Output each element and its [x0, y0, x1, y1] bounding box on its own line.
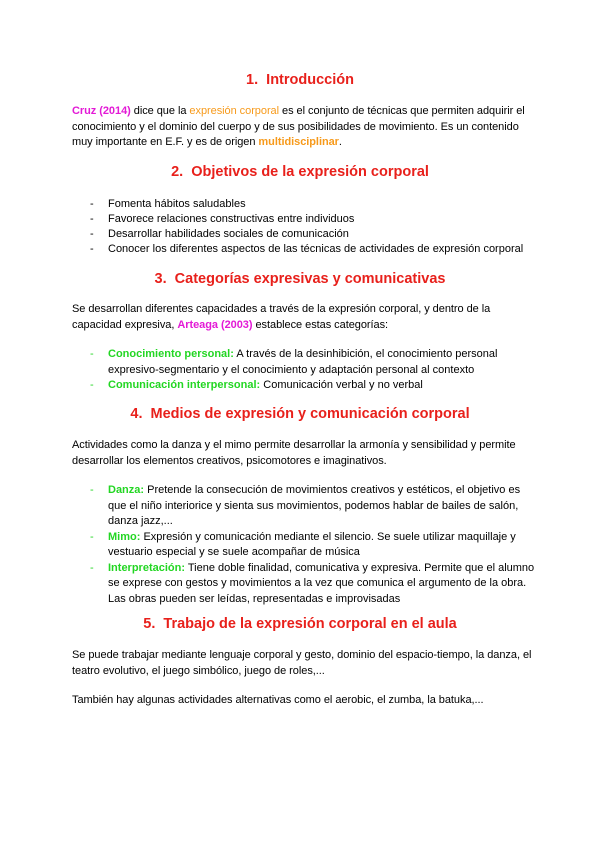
- section-3-number: 3.: [154, 271, 167, 287]
- bullet-dash: -: [90, 348, 94, 360]
- list-item: [90, 242, 548, 257]
- list-item: [90, 197, 548, 212]
- list-item: [90, 227, 548, 242]
- section-4-title: Medios de expresión y comunicación corporal: [150, 406, 470, 422]
- bullet-dash: -: [90, 379, 94, 391]
- category-label: Comunicación interpersonal:: [108, 379, 261, 391]
- bullet-dash: -: [90, 484, 94, 496]
- list-item-text: Favorece relaciones constructivas entre individuos: [108, 213, 355, 225]
- section-5-title: Trabajo de la expresión corporal en el aula: [163, 616, 457, 632]
- intro-text-2: es el conjunto de técnicas que permiten adquirir el conocimiento y el dominio del cuerpo y de sus posibilidades de movimiento. Es un contenido muy importante en E.F. y es de origen: [72, 105, 525, 148]
- section-2-number: 2.: [171, 164, 184, 180]
- categories-paragraph: [72, 302, 542, 333]
- bullet-dash: -: [90, 243, 94, 255]
- classroom-paragraph-1: Se puede trabajar mediante lenguaje corporal y gesto, dominio del espacio-tiempo, la danza, el teatro evolutivo, el juego simbólico, juego de roles,...: [72, 649, 532, 677]
- list-item: [90, 378, 538, 394]
- bullet-dash: -: [90, 228, 94, 240]
- category-text: A través de la desinhibición, el conocimiento personal expresivo-segmentario y el conocimiento y adaptación personal al contexto: [108, 348, 498, 376]
- section-3-title: Categorías expresivas y comunicativas: [174, 271, 446, 287]
- objectives-list: [90, 197, 548, 257]
- bullet-dash: -: [90, 213, 94, 225]
- category-text: Comunicación verbal y no verbal: [260, 379, 423, 391]
- section-3-heading: [60, 271, 540, 287]
- media-paragraph: Actividades como la danza y el mimo permite desarrollar la armonía y sensibilidad y permite desarrollar los elementos creativos, psicomotores e imaginativos.: [72, 439, 516, 467]
- section-5-number: 5.: [143, 616, 156, 632]
- intro-paragraph: [72, 104, 542, 151]
- section-4-number: 4.: [130, 406, 143, 422]
- intro-text-1: dice que la: [130, 105, 190, 117]
- list-item-text: Fomenta hábitos saludables: [108, 198, 246, 210]
- media-text: Pretende la consecución de movimientos creativos y estéticos, el objetivo es que el niño interiorice y sienta sus movimientos, podemos hablar de bailes de salón, danza jazz,...: [108, 484, 521, 527]
- intro-author: Cruz (2014): [72, 105, 131, 117]
- section-1-heading: [60, 72, 540, 88]
- media-label: Danza:: [108, 484, 145, 496]
- list-item: [90, 530, 538, 561]
- list-item-text: Desarrollar habilidades sociales de comunicación: [108, 228, 349, 240]
- list-item: [90, 347, 538, 378]
- section-1-title: Introducción: [266, 72, 354, 88]
- list-item: [90, 561, 538, 608]
- section-1-number: 1.: [246, 72, 259, 88]
- intro-text-3: .: [338, 136, 342, 148]
- intro-term-2: multidisciplinar: [258, 136, 339, 148]
- section-2-title: Objetivos de la expresión corporal: [191, 164, 429, 180]
- media-label: Mimo:: [108, 530, 141, 543]
- list-item: [90, 483, 538, 530]
- intro-term: expresión corporal: [189, 105, 280, 117]
- media-list: [90, 483, 538, 607]
- bullet-dash: -: [90, 198, 94, 210]
- categories-intro-end: establece estas categorías:: [252, 318, 389, 331]
- categories-intro-text: Se desarrollan diferentes capacidades a través de la expresión corporal, y dentro de la capacidad expresiva,: [72, 303, 491, 331]
- section-4-heading: [60, 406, 540, 422]
- section-5-heading: [60, 616, 540, 632]
- categories-author: Arteaga (2003): [177, 318, 253, 331]
- categories-list: [90, 347, 538, 394]
- list-item: [90, 212, 548, 227]
- bullet-dash: -: [90, 561, 94, 574]
- bullet-dash: -: [90, 530, 94, 543]
- media-text: Tiene doble finalidad, comunicativa y expresiva. Permite que el alumno se exprese con gestos y movimientos a la vez que comunica el argumento de la obra. Las obras pueden ser leídas, representadas e improvisadas: [108, 561, 535, 605]
- media-text: Expresión y comunicación mediante el silencio. Se suele utilizar maquillaje y vestuario especial y se suele acompañar de música: [108, 530, 516, 558]
- media-label: Interpretación:: [108, 561, 186, 574]
- list-item-text: Conocer los diferentes aspectos de las técnicas de actividades de expresión corporal: [108, 243, 524, 255]
- classroom-paragraph-2: También hay algunas actividades alternativas como el aerobic, el zumba, la batuka,...: [72, 694, 484, 706]
- section-2-heading: [60, 164, 540, 180]
- category-label: Conocimiento personal:: [108, 348, 234, 360]
